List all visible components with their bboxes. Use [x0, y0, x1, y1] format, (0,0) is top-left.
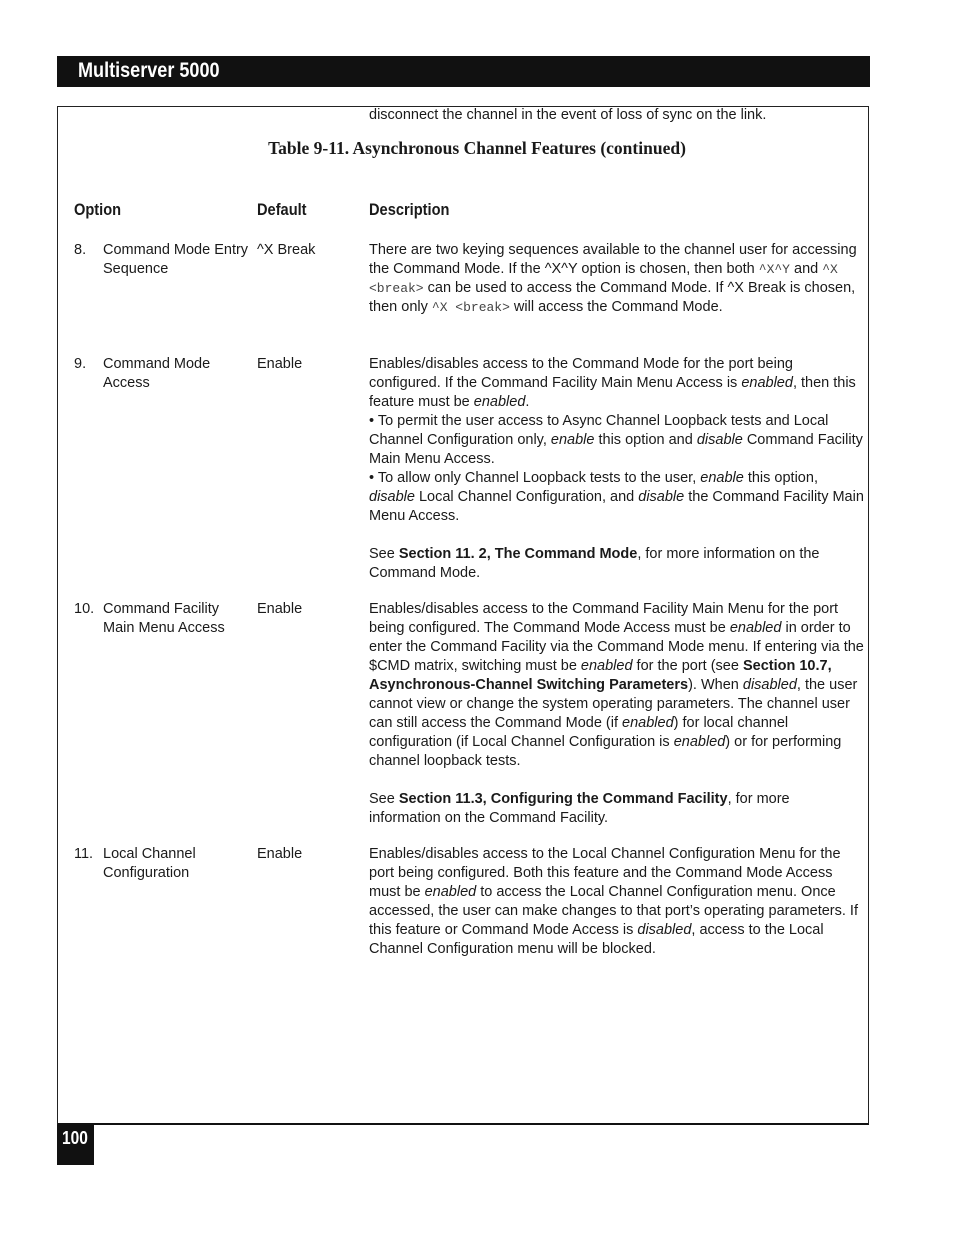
row-default: ^X Break	[257, 242, 316, 258]
row-number: 11.	[74, 846, 94, 862]
row-description: Enables/disables access to the Command Facility Main Menu for the port being configured. The Command Mode Access must be enabled in order to enter the Command Facility via the Command Mode menu. If entering via the $CMD matrix, switching must be enabled for the port (see Section 10.7, Asynchronous-Channel Switching Parameters). When disabled, the user cannot view or change the system operating parameters. The channel user can still access the Command Mode (if enabled) for local channel configuration (if Local Channel Configuration is enabled) or for performing channel loopback tests. See Section 11.3, Configuring the Command Facility, for more information on the Command Facility.	[369, 601, 864, 826]
row-option: Command Mode Access	[103, 356, 211, 391]
continuation-text: disconnect the channel in the event of loss of sync on the link.	[369, 107, 767, 123]
row-option: Command Facility Main Menu Access	[103, 601, 225, 636]
see-also-note: See Section 11.3, Configuring the Command Facility, for more information on the Command Facility.	[369, 791, 790, 826]
header-bar	[57, 56, 870, 87]
row-number: 8.	[74, 242, 87, 258]
row-default: Enable	[257, 356, 303, 372]
row-default: Enable	[257, 846, 303, 862]
row-option: Command Mode Entry Sequence	[103, 242, 249, 277]
row-option: Local Channel Configuration	[103, 846, 196, 881]
row-description: There are two keying sequences available to the channel user for accessing the Command Mode. If the ^X^Y option is chosen, then both ^X^Y and ^X <break> can be used to access the Command Mode. If ^X Break is chosen, then only ^X <break> will access the Command Mode.	[369, 242, 857, 315]
page-number-box	[57, 1125, 94, 1165]
header-title: Multiserver 5000	[78, 59, 220, 82]
page-number: 100	[62, 1128, 88, 1148]
see-also-note: See Section 11. 2, The Command Mode, for more information on the Command Mode.	[369, 546, 820, 581]
row-default: Enable	[257, 601, 303, 617]
row-number: 9.	[74, 356, 87, 372]
column-header-option: Option	[74, 200, 122, 219]
column-header-description: Description	[369, 200, 450, 219]
row-description: Enables/disables access to the Local Channel Configuration Menu for the port being configured. Both this feature and the Command Mode Access must be enabled to access the Local Channel Configuration menu. Once accessed, the user can make changes to that port’s operating parameters. If this feature or Command Mode Access is disabled, access to the Local Channel Configuration menu will be blocked.	[369, 846, 858, 957]
section-reference: Section 11.3, Configuring the Command Facility	[398, 791, 728, 807]
table-title: Table 9-11. Asynchronous Channel Features (continued)	[268, 138, 686, 158]
row-description: Enables/disables access to the Command Mode for the port being configured. If the Command Facility Main Menu Access is enabled, then this feature must be enabled. • To permit the user access to Async Channel Loopback tests and Local Channel Configuration only, enable this option and disable Command Facility Main Menu Access. • To allow only Channel Loopback tests to the user, enable this option, disable Local Channel Configuration, and disable the Command Facility Main Menu Access. See Section 11. 2, The Command Mode, for more information on the Command Mode.	[369, 356, 864, 581]
column-header-default: Default	[257, 200, 307, 219]
section-reference: Section 10.7, Asynchronous-Channel Switching Parameters	[369, 658, 832, 693]
row-number: 10.	[74, 601, 95, 617]
section-reference: Section 11. 2, The Command Mode	[398, 546, 638, 562]
